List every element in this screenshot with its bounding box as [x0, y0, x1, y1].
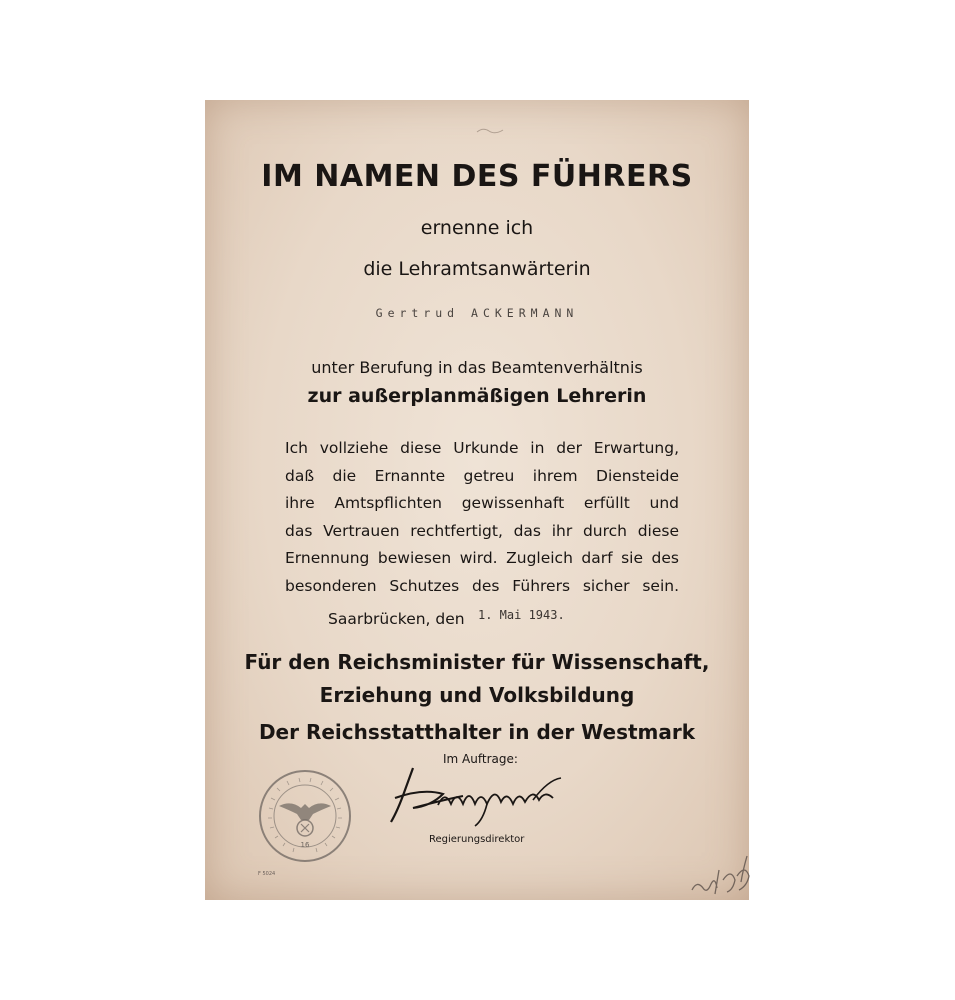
signer-title: Regierungsdirektor	[429, 834, 525, 845]
paper-mark	[475, 126, 505, 136]
stamp-number: 16	[300, 841, 310, 849]
certificate-paper	[205, 100, 749, 900]
paragraph-line: besonderen Schutzes des Führers sicher sein.	[285, 576, 679, 595]
authority-line-2: Erziehung und Volksbildung	[319, 683, 635, 707]
place-label: Saarbrücken, den	[328, 610, 465, 628]
appointee-role: die Lehramtsanwärterin	[363, 258, 591, 280]
position-title: zur außerplanmäßigen Lehrerin	[307, 385, 647, 407]
document-title: IM NAMEN DES FÜHRERS	[261, 159, 693, 194]
paragraph-line: das Vertrauen rechtfertigt, das ihr durch diese	[285, 521, 679, 540]
paragraph-line: Ich vollziehe diese Urkunde in der Erwartung,	[285, 439, 679, 457]
pencil-annotation-icon	[687, 850, 757, 900]
berufung-line: unter Berufung in das Beamtenverhältnis	[311, 358, 643, 377]
im-auftrage-label: Im Auftrage:	[443, 752, 518, 766]
eagle-seal-stamp-icon	[257, 768, 353, 864]
form-number: F 5024	[258, 871, 276, 877]
certificate-paragraph	[285, 435, 679, 601]
authority-line-1: Für den Reichsminister für Wissenschaft,	[244, 650, 710, 674]
issue-date: 1. Mai 1943.	[478, 608, 565, 622]
paragraph-line: ihre Amtspflichten gewissenhaft erfüllt und	[285, 494, 679, 513]
authority-line-3: Der Reichsstatthalter in der Westmark	[258, 720, 696, 744]
paragraph-line: Ernennung bewiesen wird. Zugleich darf sie des	[285, 549, 679, 568]
signature-icon	[383, 760, 583, 830]
paragraph-line: daß die Ernannte getreu ihrem Diensteide	[285, 466, 679, 485]
appointee-name: Gertrud ACKERMANN	[375, 306, 579, 320]
appointment-phrase: ernenne ich	[420, 217, 534, 239]
